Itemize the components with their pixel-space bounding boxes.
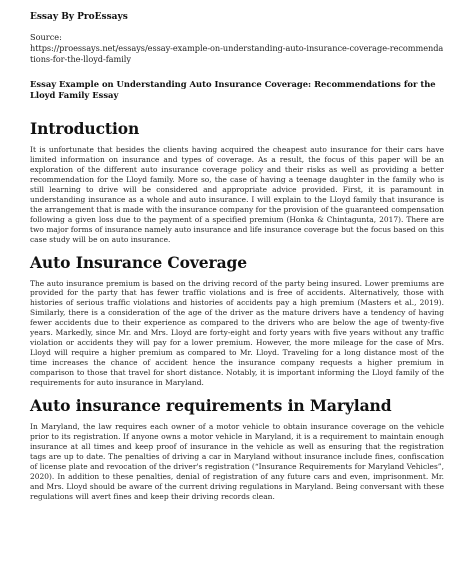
section-heading-maryland-requirements: Auto insurance requirements in Maryland: [30, 396, 392, 416]
essay-title: Essay Example on Understanding Auto Insurance Coverage: Recommendations for the Lloyd Family Essay: [30, 79, 436, 100]
section-body-maryland-requirements: In Maryland, the law requires each owner of a motor vehicle to obtain insurance coverage on the vehicle prior to its registration. If anyone owns a motor vehicle in Maryland, it is a requirement to maintain enough insurance at all times and keep proof of insurance in the vehicle as well as ensuring that the registration tags are up to date. The penalties of driving a car in Maryland without insurance include fines, confiscation of license plate and revocation of the driver's registration (“Insurance Requirements for Maryland Vehicles”, 2020). In addition to these penalties, denial of registration of any future cars and even, imprisonment. Mr. and Mrs. Lloyd should be aware of the current driving regulations in Maryland. Being conversant with these regulations will avert fines and keep their driving records clean.: [30, 422, 444, 501]
brand-header: Essay By ProEssays: [30, 12, 128, 22]
source-url[interactable]: https://proessays.net/essays/essay-example-on-understanding-auto-insurance-coverage-recommendations-for-the-lloyd-family: [30, 43, 444, 64]
section-heading-introduction: Introduction: [30, 119, 140, 138]
section-heading-auto-insurance-coverage: Auto Insurance Coverage: [30, 252, 248, 272]
section-body-auto-insurance-coverage: The auto insurance premium is based on the driving record of the party being insured. Lower premiums are provided for the party that has fewer traffic violations and is free of accidents. Alternatively, those with histories of serious traffic violations and histories of accidents pay a high premium (Masters et al., 2019). Similarly, there is a consideration of the age of the driver as the mature drivers have a tendency of having fewer accidents due to their experience as compared to the drivers who are below the age of twenty-five years. Markedly, since Mr. and Mrs. Lloyd are forty-eight and forty years with five years without any traffic violation or accidents they will pay for a lower premium. However, the more mileage for the case of Mrs. Lloyd will require a higher premium as compared to Mr. Lloyd. Traveling for a long distance most of the time increases the chance of accident hence the insurance company requests a higher premium in comparison to those that travel for short distance. Notably, it is important informing the Lloyd family of the requirements for auto insurance in Maryland.: [30, 278, 444, 388]
source-label: Source:: [30, 32, 62, 42]
section-body-introduction: It is unfortunate that besides the clients having acquired the cheapest auto insurance for their cars have limited information on insurance and types of coverage. As a result, the focus of this paper will be an exploration of the different auto insurance coverage policy and their risks as well as providing a better recommendation for the Lloyd family. More so, the case of having a teenage daughter in the family who is still learning to drive will be considered and appropriate advice provided. First, it is paramount in understanding insurance as a whole and auto insurance. I will explain to the Lloyd family that insurance is the arrangement that is made with the insurance company for the provision of the guaranteed compensation following a given loss due to the payment of a specified premium (Honka & Chintagunta, 2017). There are two major forms of insurance namely auto insurance and life insurance coverage but the focus based on this case study will be on auto insurance.: [30, 145, 444, 244]
